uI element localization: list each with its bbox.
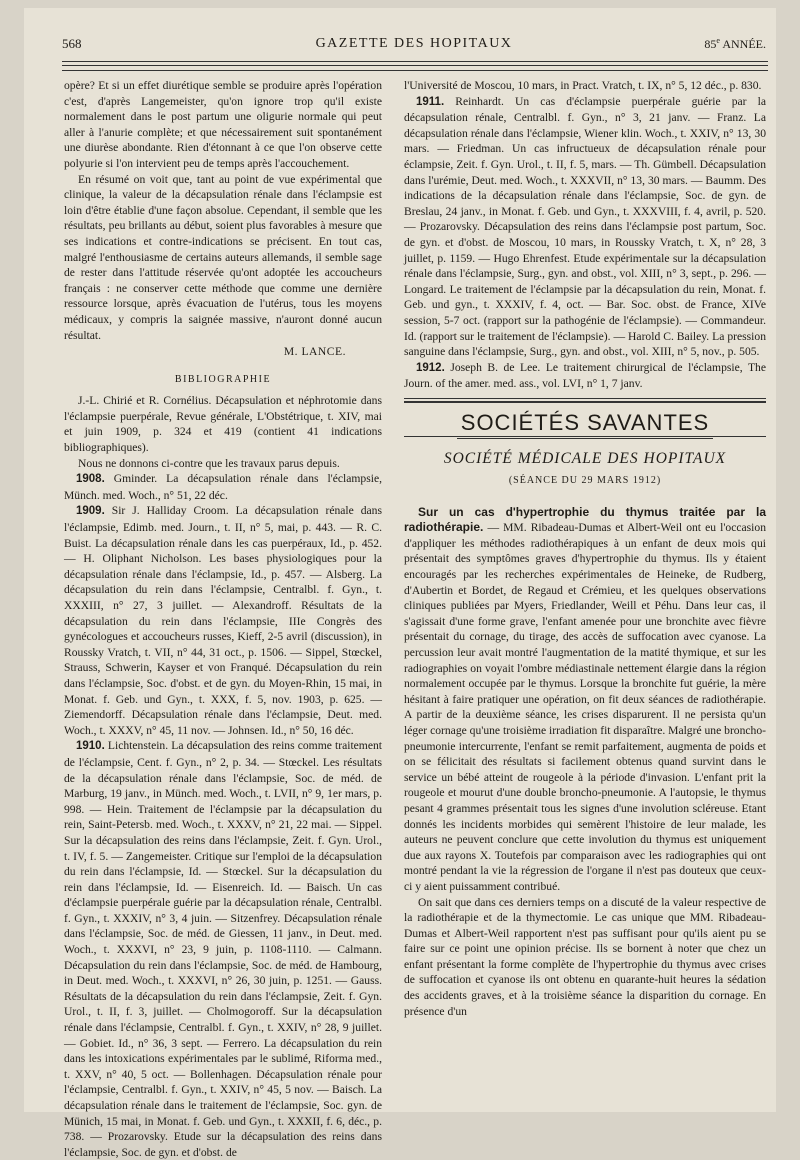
section-rule xyxy=(404,401,766,403)
year-label: 85e ANNÉE. xyxy=(704,36,766,51)
page-number: 568 xyxy=(62,36,82,51)
bibliography-heading: BIBLIOGRAPHIE xyxy=(174,373,272,385)
section-rule xyxy=(404,398,766,399)
left-column xyxy=(64,78,383,1159)
header-rule xyxy=(62,65,768,66)
intro-paragraph: opère? Et si un effet diurétique semble se produire après l'opération c'est, d'après Langemeister, qu'on ignore trop qu'il existe normalement dans le post partum une oligurie normale qui peut aller à l'anurie complète; et que nécessairement suit spontanément une diurèse abondante. Rien d'étonnant à ce que l'on observe cette polyurie si l'on intervient peu de temps après l'accouchement. xyxy=(64,79,382,170)
article-paragraph: Sur un cas d'hypertrophie du thymus traitée par la radiothérapie. — MM. Ribadeau-Dumas et Albert-Weil ont eu l'occasion d'appliquer les méthodes radiothérapiques à un enfant de deux mois qui présentait des symptômes graves d'hypertrophie du thymus. Ils y étaient encouragés par les recherches expérimentales de Heineke, de Rudberg, d'Aubertin et Bordet, de Regaud et Crémieu, et les quelques observations cliniques publiées par Myers, Friedlander, Weill et Péhu. Dans leur cas, il s'agissait d'une forme grave, l'enfant amenée pour une bronchite avec fièvre présentait du cornage, du tirage, des accès de suffocation avec cyanose. La percussion leur avait montré l'augmentation de la matité thymique, et sur les radiographies on voyait l'ombre médiastinale nettement élargie dans la région normalement occupée par le thymus. Lorsque la bronchite fut guérie, la mère hésitant à faire pratiquer une opération, on fit deux séances de radiothérapie. A partir de la deuxième séance, les crises disparurent. Il ne persista qu'un léger cornage qu'une troisième irradiation fit disparaître. Malgré une broncho-pneumonie intercurrente, l'enfant se remit parfaitement, augmenta de poids et on se félicitait des résultats si facilement obtenus quand survint dans le service un bébé atteint de rougeole à la période d'invasion. L'enfant prit la rougeole et mourut d'une double broncho-pneumonie. A l'autopsie, le thymus pesant 4 grammes présentait tous les signes d'une involution scléreuse. Etant donnés les incidents morbides qui semèrent l'histoire de leur malade, les auteurs ne peuvent conclure que cette involution du thymus est uniquement due aux rayons X. Toutefois par comparaison avec les radiographies qui ont montré pendant la vie la régression de l'organe il n'est pas douteux que ceux-ci y aient puissamment contribué. xyxy=(404,504,766,893)
bibliography-intro: J.-L. Chirié et R. Cornélius. Décapsulation et néphrotomie dans l'éclampsie puerpérale, Revue générale, L'Obstétrique, t. XIV, mai et juin 1909, p. 324 et 419 (contient 41 indications bibliographiques). xyxy=(64,394,382,455)
society-heading: SOCIÉTÉ MÉDICALE DES HOPITAUX xyxy=(443,450,727,468)
bibliography-note: Nous ne donnons ci-contre que les travaux parus depuis. xyxy=(78,456,340,470)
article-paragraph-2: On sait que dans ces derniers temps on a discuté de la valeur respective de la radiothérapie et de la thymectomie. Le cas unique que MM. Ribadeau-Dumas et Albert-Weil rapportent n'est pas suffisant pour qu'ils aient pu se faire sur ce point une opinion précise. Ils se bornent à noter que chez un enfant présentant la forme complète de l'hypertrophie du thymus avec crises de suffocation et cyanose ils ont obtenu en quarante-huit heures la sédation des accidents graves, et à la troisième séance la disparition du cornage. En présence d'un xyxy=(404,895,766,1018)
right-column xyxy=(404,78,766,1102)
reference-continuation: l'Université de Moscou, 10 mars, in Pract. Vratch, t. IX, n° 5, 12 déc., p. 830. xyxy=(404,79,762,92)
article-title: Sur un cas d'hypertrophie du thymus traitée par la radiothérapie. xyxy=(404,504,766,535)
reference-1912: 1912. Joseph B. de Lee. Le traitement chirurgical de l'éclampsie, The Journ. of the amer. med. ass., vol. LVI, n° 1, 7 janv. xyxy=(404,360,766,391)
session-date: (SÉANCE DU 29 MARS 1912) xyxy=(508,475,662,487)
header-rule xyxy=(62,61,768,62)
conclusion-paragraph: En résumé on voit que, tant au point de vue expérimental que clinique, la valeur de la décapsulation rénale dans l'éclampsie est loin d'être établie d'une façon absolue. Cependant, il semble que les résultats, peu brillants au début, soient plus favorables à mesure que ses indications et contre-indications se précisent. En tout cas, malgré l'enthousiasme de certains auteurs allemands, il semble sage de rester dans l'attitude réservée qu'ont adoptée les accoucheurs français : ne conserver cette méthode que comme une dernière ressource lorsque, après évacuation de l'utérus, tous les moyens médicaux, y compris la saignée massive, n'auront donné aucun résultat. xyxy=(64,172,382,342)
author-signature: M. LANCE. xyxy=(283,345,346,359)
reference-1908: 1908. Gminder. La décapsulation rénale dans l'éclampsie, Münch. med. Woch., n° 51, 22 déc. xyxy=(64,472,383,502)
section-heading: SOCIÉTÉS SAVANTES xyxy=(404,415,766,431)
journal-page xyxy=(24,8,776,1159)
journal-title: GAZETTE DES HOPITAUX xyxy=(315,36,513,51)
running-header xyxy=(62,36,766,58)
header-rule xyxy=(62,70,768,71)
reference-1909: 1909. Sir J. Halliday Croom. La décapsulation rénale dans l'éclampsie, Edimb. med. Journ., t. II, n° 5, mai, p. 443. — R. C. Buist. La décapsulation rénale dans les cas puerpéraux, Id., p. 452. — H. Oliphant Nicholson. Les bases physiologiques pour la décapsulation rénale dans l'éclampsie, Id., p. 457. — Alsberg. La décapsulation du rein dans l'éclampsie, Centralbl. f. Gyn., t. XXXIII, n° 27, 3 juillet. — Alexandroff. Résultats de la décapsulation du rein dans l'éclampsie, IIIe Congrès des gynécologues et accoucheurs russes, Kieff, 2-5 avril (discussion), in Roussky Vratch, t. VII, n° 44, 31 oct., p. 1506. — Sippel, Stœckel, Strauss, Schwerin, Kayser et von Franqué. Décapsulation du rein dans l'éclampsie, Soc. d'obst. et de gyn. du Moyen-Rhin, 15 mai, in Monat. f. Geb. und Gyn., t. XXX, f. 5, nov. 1903, p. 625. — Ziemendorff. Décapsulation rénale dans l'éclampsie, Deut. med. Woch., t. XXXV, n° 45, 11 nov. — Johnsen. Id., n° 50, 16 déc. xyxy=(64,504,382,737)
reference-1910: 1910. Lichtenstein. La décapsulation des reins comme traitement de l'éclampsie, Cent. f. Gyn., n° 2, p. 34. — Stœckel. Les résultats de la décapsulation rénale dans l'éclampsie, Soc. de méd. de Marburg, 19 janv., in Münch. med. Woch., t. LVII, n° 9, 1er mars, p. 998. — Hein. Traitement de l'éclampsie par la décapsulation du rein, Saint-Petersb. med. Woch., t. XXXV, n° 21, 22 mai. — Sippel. Sur la décapsulation des reins dans l'éclampsie, Zeit. f. Gyn. Urol., t. IV, f. 5. — Zangemeister. Critique sur l'emploi de la décapsulation du rein dans l'éclampsie, Id. — Stœckel. Sur la décapsulation du rein dans l'éclampsie, Id. — Eisenreich. Id. — Baisch. Un cas d'éclampsie puerpérale guérie par la décapsulation rénale, Centralbl. f. Gyn., t. XXXIV, n° 3, 4 juin. — Sitzenfrey. Décapsulation rénale dans l'éclampsie, Soc. de méd. de Giessen, 11 janv., in Deut. med. Woch., t. XXXVI, n° 23, 9 juin, p. 1108-1110. — Calmann. Décapsulation du rein dans l'éclampsie, Soc. de méd. de Hambourg, in Deut. med. Woch., t. XXXVI, n° 26, 30 juin, p. 1251. — Gauss. Résultats de la décapsulation du rein dans l'éclampsie, Zeit. f. Gyn. Urol., t. II, f. 3, juillet. — Cholmogoroff. Sur la décapsulation rénale dans l'éclampsie, Centralbl. f. Gyn., t. XXIV, n° 28, 9 juillet. — Gobiet. Id., n° 36, 3 sept. — Ferrero. La décapsulation du rein dans les intoxications expérimentales par le sublimé, Riforma med., t. XXV, n° 40, 5 oct. — Bollenhagen. Décapsulation rénale pour l'éclampsie, Centralbl. f. Gyn., t. XXIV, n° 45, 5 nov. — Baisch. La décapsulation rénale dans le traitement de l'éclampsie, Soc. gyn. de Münich, 15 mai, in Monat. f. Geb. und Gyn., t. XXXII, f. 6, déc., p. 738. — Prozarovsky. Etude sur la décapsulation des reins dans l'éclampsie, Soc. de gyn. et d'obst. de xyxy=(64,739,382,1159)
reference-1911: 1911. Reinhardt. Un cas d'éclampsie puerpérale guérie par la décapsulation rénale, Centralbl. f. Gyn., n° 3, 21 janv. — Franz. La décapsulation rénale dans l'éclampsie, Wiener klin. Woch., t. XXIV, n° 13, 30 mars. — Friedman. Un cas infructueux de décapsulation rénale pour éclampsie, Zeit. f. Gyn. Urol., t. II, f. 5, mars. — Th. Gümbell. Décapsulation dans l'urémie, Deut. med. Woch., t. XXXVII, n° 13, 30 mars. — Baumm. Des indications de la décapsulation rénale dans l'éclampsie, Soc. de gyn. de Breslau, 24 janv., in Monat. f. Geb. und Gyn., t. XXXVIII, f. 4, avril, p. 520. — Prozarovsky. Décapsulation des reins dans l'éclampsie post partum, Soc. de gyn. et d'obst. de Moscou, 10 mars, in Roussky Vratch, t. X, n° 28, 3 juillet, p. 1159. — Hugo Ehrenfest. Etude expérimentale sur la décapsulation rénale dans l'éclampsie, Surg., gyn. and obst., vol. XIII, n° 3, sept., p. 296. — Longard. Le traitement de l'éclampsie par la décapsulation du rein, Monat. f. Geb. und gyn., t. XXXIV, f. 4, oct. — Bar. Soc. obst. de France, XIVe session, 5-7 oct. (rapport sur la pathogénie de l'éclampsie). — Commandeur. Id. (rapport sur le traitement de l'éclampsie). — Harold C. Bailey. La pression sanguine dans l'éclampsie, Surg., gyn. and obst., vol. XIII, n° 5, nov., p. 505. xyxy=(404,94,766,359)
